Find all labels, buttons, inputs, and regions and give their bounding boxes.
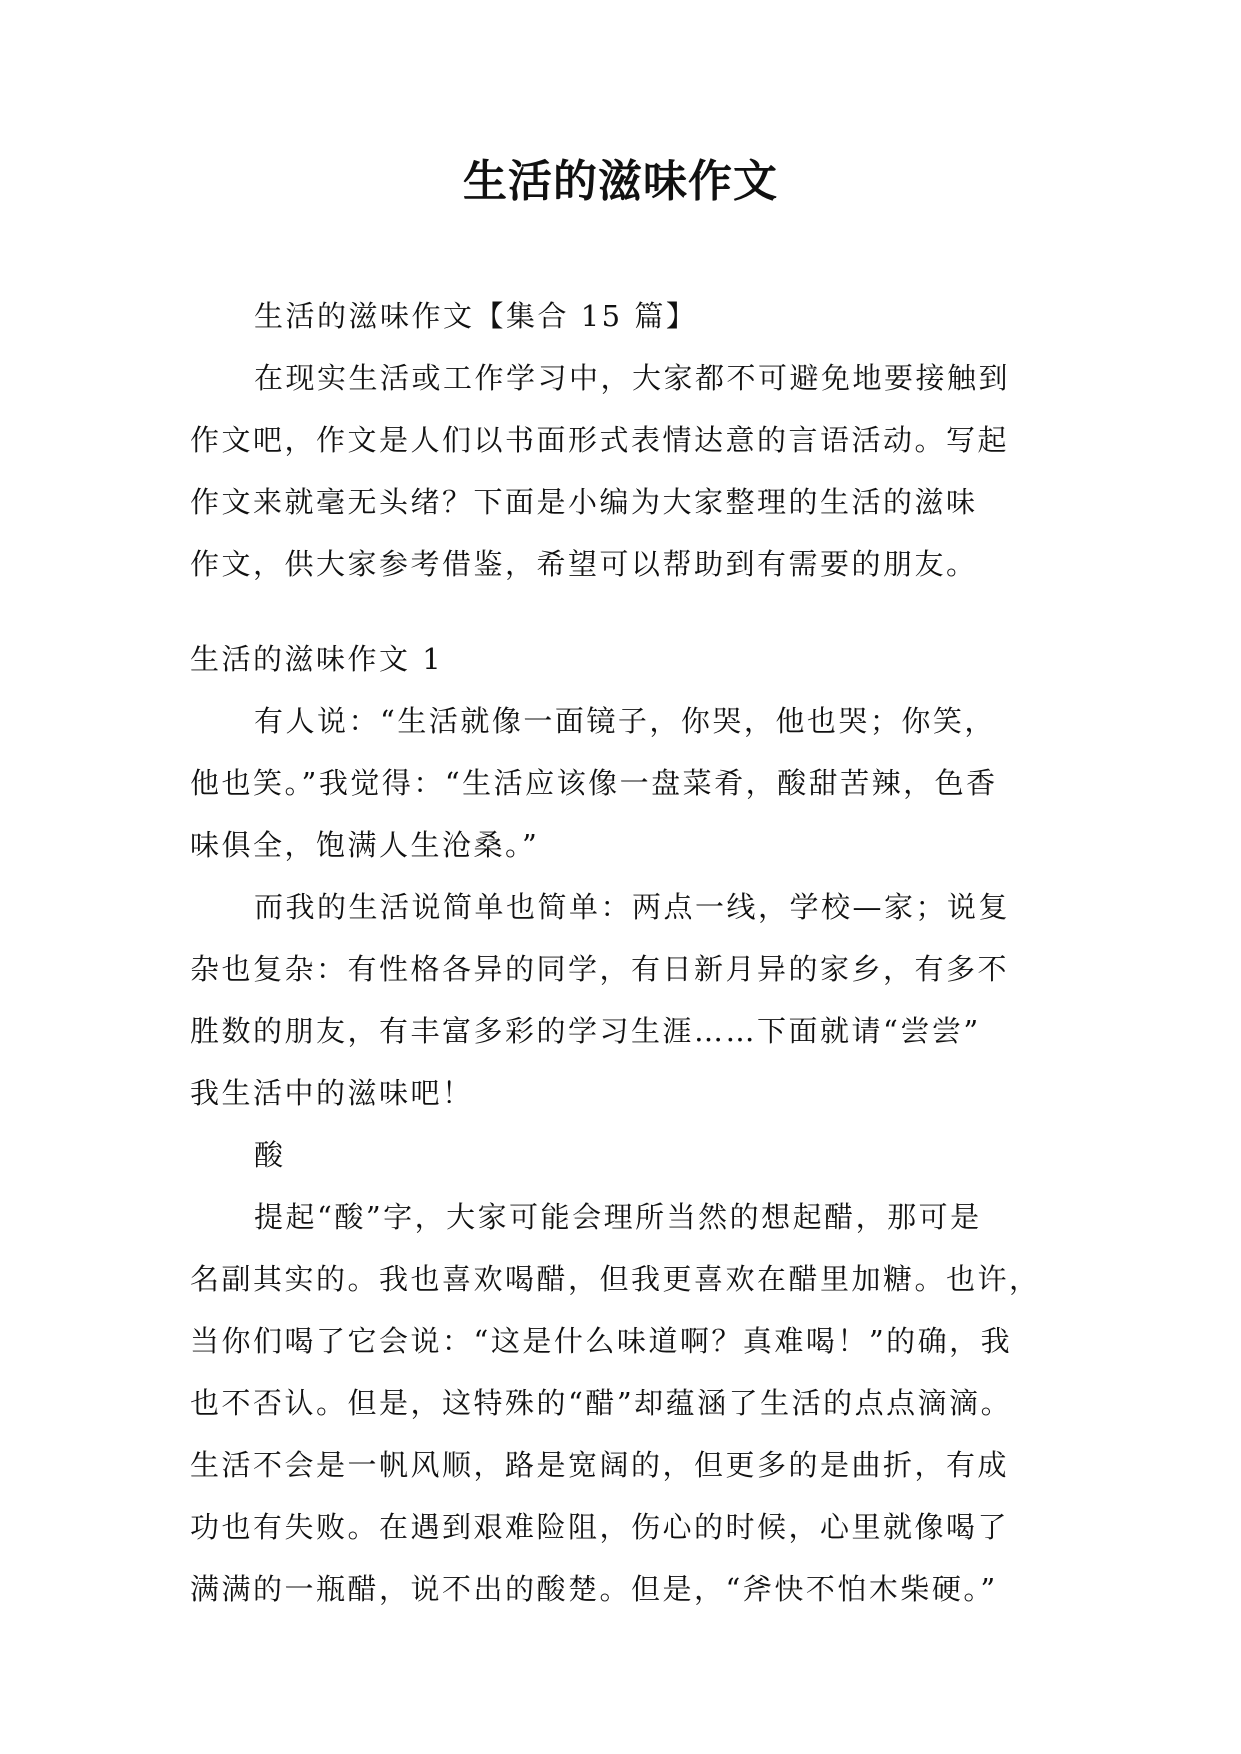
essay-paragraph-line: 也不否认。但是，这特殊的“醋”却蕴涵了生活的点点滴滴。 [190,1386,1013,1420]
document-title: 生活的滋味作文 [463,156,778,207]
intro-section [190,285,1050,595]
intro-paragraph-line: 作文来就毫无头绪？下面是小编为大家整理的生活的滋味 [190,485,978,519]
intro-subtitle: 生活的滋味作文【集合 15 篇】 [254,299,698,333]
essay-heading: 生活的滋味作文 1 [190,642,444,676]
section-label: 酸 [254,1138,286,1172]
essay-paragraph-line: 胜数的朋友，有丰富多彩的学习生涯……下面就请“尝尝” [190,1014,981,1048]
essay-paragraph-line: 提起“酸”字，大家可能会理所当然的想起醋，那可是 [254,1200,982,1234]
essay-paragraph-line: 功也有失败。在遇到艰难险阻，伤心的时候，心里就像喝了 [190,1510,1010,1544]
essay-paragraph-line: 当你们喝了它会说：“这是什么味道啊？真难喝！”的确，我 [190,1324,1013,1358]
essay-paragraph-line: 他也笑。”我觉得：“生活应该像一盘菜肴，酸甜苦辣，色香 [190,766,998,800]
essay-paragraph-line: 生活不会是一帆风顺，路是宽阔的，但更多的是曲折，有成 [190,1448,1010,1482]
essay-1-section [190,628,1050,1620]
essay-paragraph-line: 味俱全，饱满人生沧桑。” [190,828,540,862]
essay-paragraph-line: 名副其实的。我也喜欢喝醋，但我更喜欢在醋里加糖。也许， [190,1262,1041,1296]
essay-paragraph-line: 而我的生活说简单也简单：两点一线，学校—家；说复 [254,890,1011,924]
essay-paragraph-line: 有人说：“生活就像一面镜子，你哭，他也哭；你笑， [254,704,996,738]
essay-paragraph-line: 满满的一瓶醋，说不出的酸楚。但是，“斧快不怕木柴硬。” [190,1572,998,1606]
essay-paragraph-line: 杂也复杂：有性格各异的同学，有日新月异的家乡，有多不 [190,952,1010,986]
intro-paragraph-line: 在现实生活或工作学习中，大家都不可避免地要接触到 [254,361,1011,395]
intro-paragraph-line: 作文，供大家参考借鉴，希望可以帮助到有需要的朋友。 [190,547,978,581]
intro-paragraph-line: 作文吧，作文是人们以书面形式表情达意的言语活动。写起 [190,423,1010,457]
essay-paragraph-line: 我生活中的滋味吧！ [190,1076,474,1110]
